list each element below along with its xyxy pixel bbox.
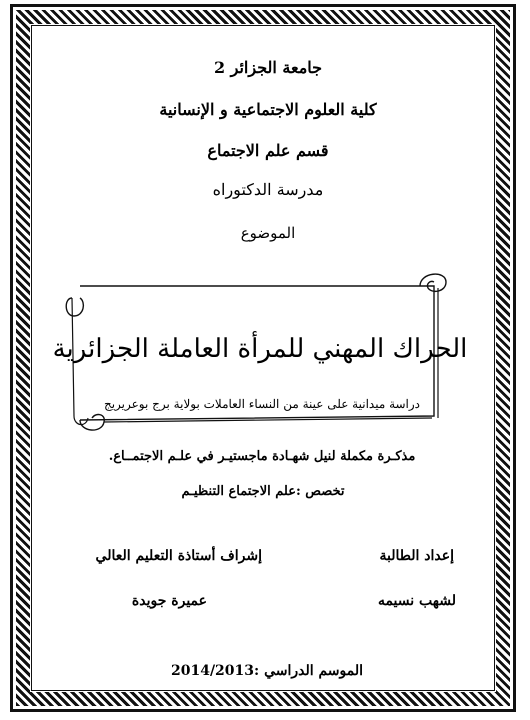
- student-name: لشهب نسيمه: [377, 593, 456, 609]
- faculty-name: كلية العلوم الاجتماعية و الإنسانية: [159, 100, 377, 119]
- supervisor-name: عميرة جويدة: [131, 593, 207, 609]
- student-label: إعداد الطالبة: [379, 548, 454, 564]
- specialization: تخصص :علم الاجتماع التنظيـم: [181, 484, 345, 499]
- subject-label: الموضوع: [240, 224, 296, 242]
- department-name: قسم علم الاجتماع: [207, 141, 329, 160]
- thesis-subtitle: دراسة ميدانية على عينة من النساء العاملات بولاية برج بوعريريج: [103, 397, 421, 411]
- thesis-note: مذكـرة مكملة لنيل شهـادة ماجستيـر في علـم الاجتمــاع.: [108, 449, 416, 464]
- university-name: جامعة الجزائر 2: [213, 58, 323, 77]
- academic-year: الموسم الدراسي :2014/2013: [170, 663, 364, 679]
- doctoral-school: مدرسة الدكتوراه: [212, 180, 324, 199]
- thesis-title: الحراك المهني للمرأة العاملة الجزائرية: [52, 334, 468, 364]
- supervisor-label: إشراف أستاذة التعليم العالي: [95, 548, 262, 564]
